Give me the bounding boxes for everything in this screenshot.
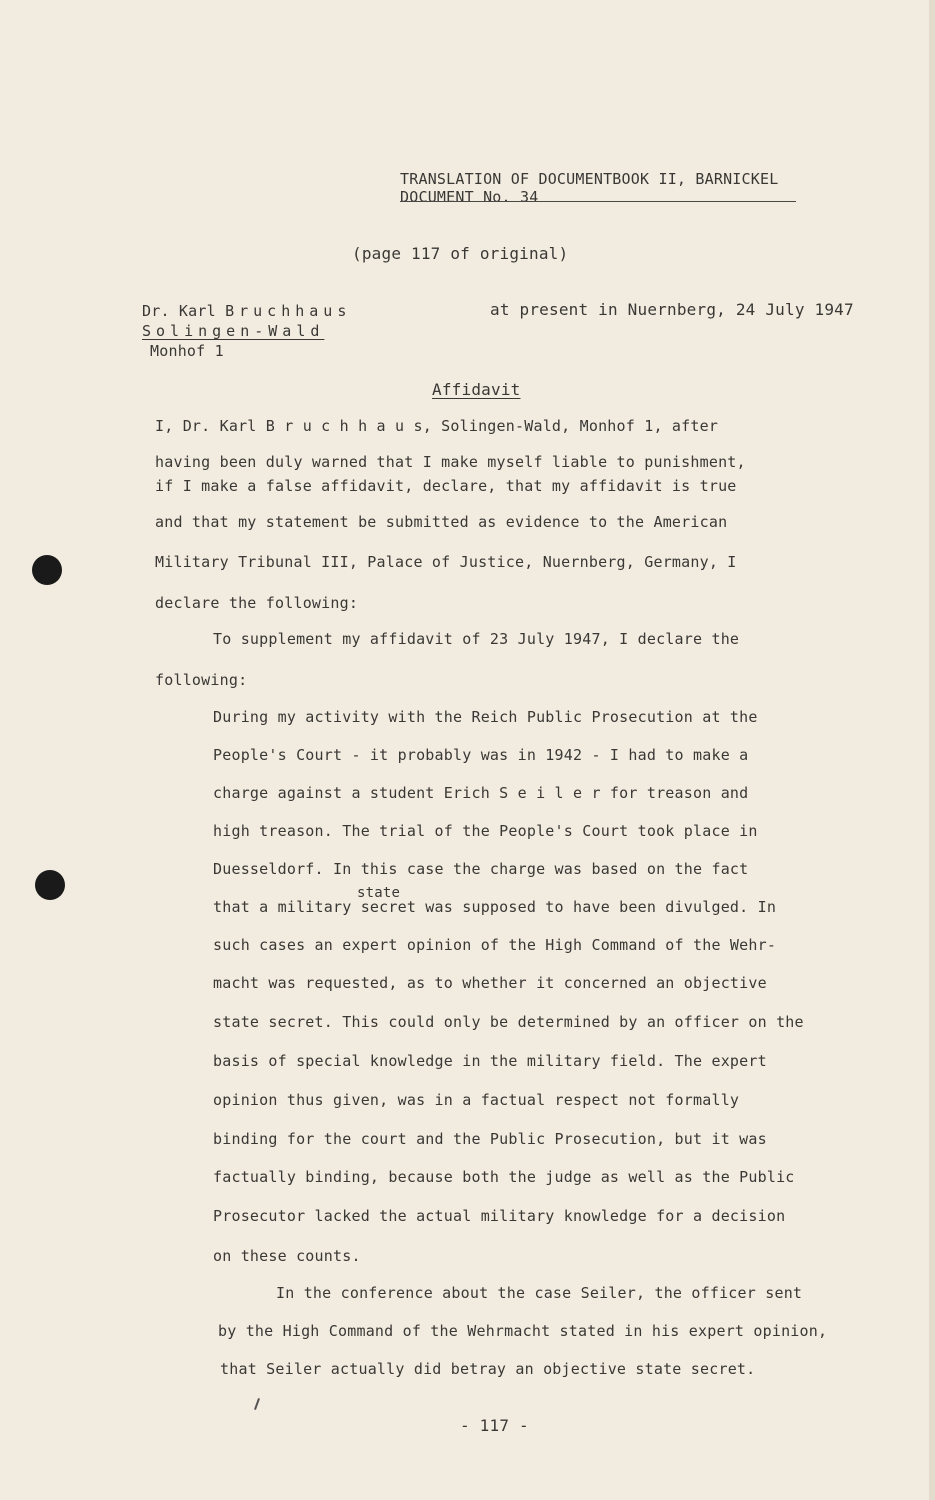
- closing-line: by the High Command of the Wehrmacht stated in his expert opinion,: [218, 1322, 828, 1340]
- body-line: such cases an expert opinion of the High Command of the Wehr-: [213, 936, 777, 954]
- sender-city: Solingen-Wald: [142, 322, 325, 340]
- document-title: Affidavit: [432, 380, 521, 399]
- punch-hole-bottom: [35, 870, 65, 900]
- body-line: During my activity with the Reich Public Prosecution at the: [213, 708, 758, 726]
- body-line: macht was requested, as to whether it concerned an objective: [213, 974, 767, 992]
- intro-line: having been duly warned that I make myself liable to punishment,: [155, 453, 746, 471]
- header-line-1: TRANSLATION OF DOCUMENTBOOK II, BARNICKEL: [400, 170, 779, 188]
- supplement-line: following:: [155, 671, 248, 689]
- paper-edge: [929, 0, 935, 1500]
- header-underline: [400, 201, 796, 202]
- body-line: basis of special knowledge in the military field. The expert: [213, 1052, 767, 1070]
- inserted-word: state: [357, 885, 401, 901]
- punch-hole-top: [32, 555, 62, 585]
- place-date: at present in Nuernberg, 24 July 1947: [490, 300, 854, 319]
- body-line: factually binding, because both the judge as well as the Public: [213, 1168, 795, 1186]
- body-line: charge against a student Erich S e i l e r for treason and: [213, 784, 749, 802]
- body-line: high treason. The trial of the People's Court took place in: [213, 822, 758, 840]
- page-reference: (page 117 of original): [352, 244, 569, 263]
- body-line: People's Court - it probably was in 1942 - I had to make a: [213, 746, 749, 764]
- intro-line: I, Dr. Karl B r u c h h a u s, Solingen-Wald, Monhof 1, after: [155, 417, 719, 435]
- intro-line: Military Tribunal III, Palace of Justice, Nuernberg, Germany, I: [155, 553, 737, 571]
- body-line: Prosecutor lacked the actual military knowledge for a decision: [213, 1207, 786, 1225]
- pencil-mark: [254, 1398, 260, 1410]
- body-line: that a military secret was supposed to have been divulged. In: [213, 898, 777, 916]
- page-number: - 117 -: [460, 1416, 529, 1435]
- sender-name: [142, 302, 351, 320]
- closing-line: that Seiler actually did betray an objective state secret.: [220, 1360, 756, 1378]
- body-line: Duesseldorf. In this case the charge was based on the fact: [213, 860, 749, 878]
- sender-surname: Bruchhaus: [225, 302, 352, 320]
- sender-street: Monhof 1: [150, 342, 224, 360]
- intro-line: and that my statement be submitted as evidence to the American: [155, 513, 728, 531]
- supplement-line: To supplement my affidavit of 23 July 1947, I declare the: [213, 630, 740, 648]
- body-line: state secret. This could only be determined by an officer on the: [213, 1013, 804, 1031]
- sender-name-prefix: Dr. Karl: [142, 302, 216, 320]
- intro-line: if I make a false affidavit, declare, that my affidavit is true: [155, 477, 737, 495]
- header-line-2: DOCUMENT No. 34: [400, 188, 539, 206]
- closing-line: In the conference about the case Seiler, the officer sent: [276, 1284, 803, 1302]
- body-line: opinion thus given, was in a factual respect not formally: [213, 1091, 740, 1109]
- body-line: binding for the court and the Public Prosecution, but it was: [213, 1130, 767, 1148]
- body-line: on these counts.: [213, 1247, 361, 1265]
- intro-line: declare the following:: [155, 594, 359, 612]
